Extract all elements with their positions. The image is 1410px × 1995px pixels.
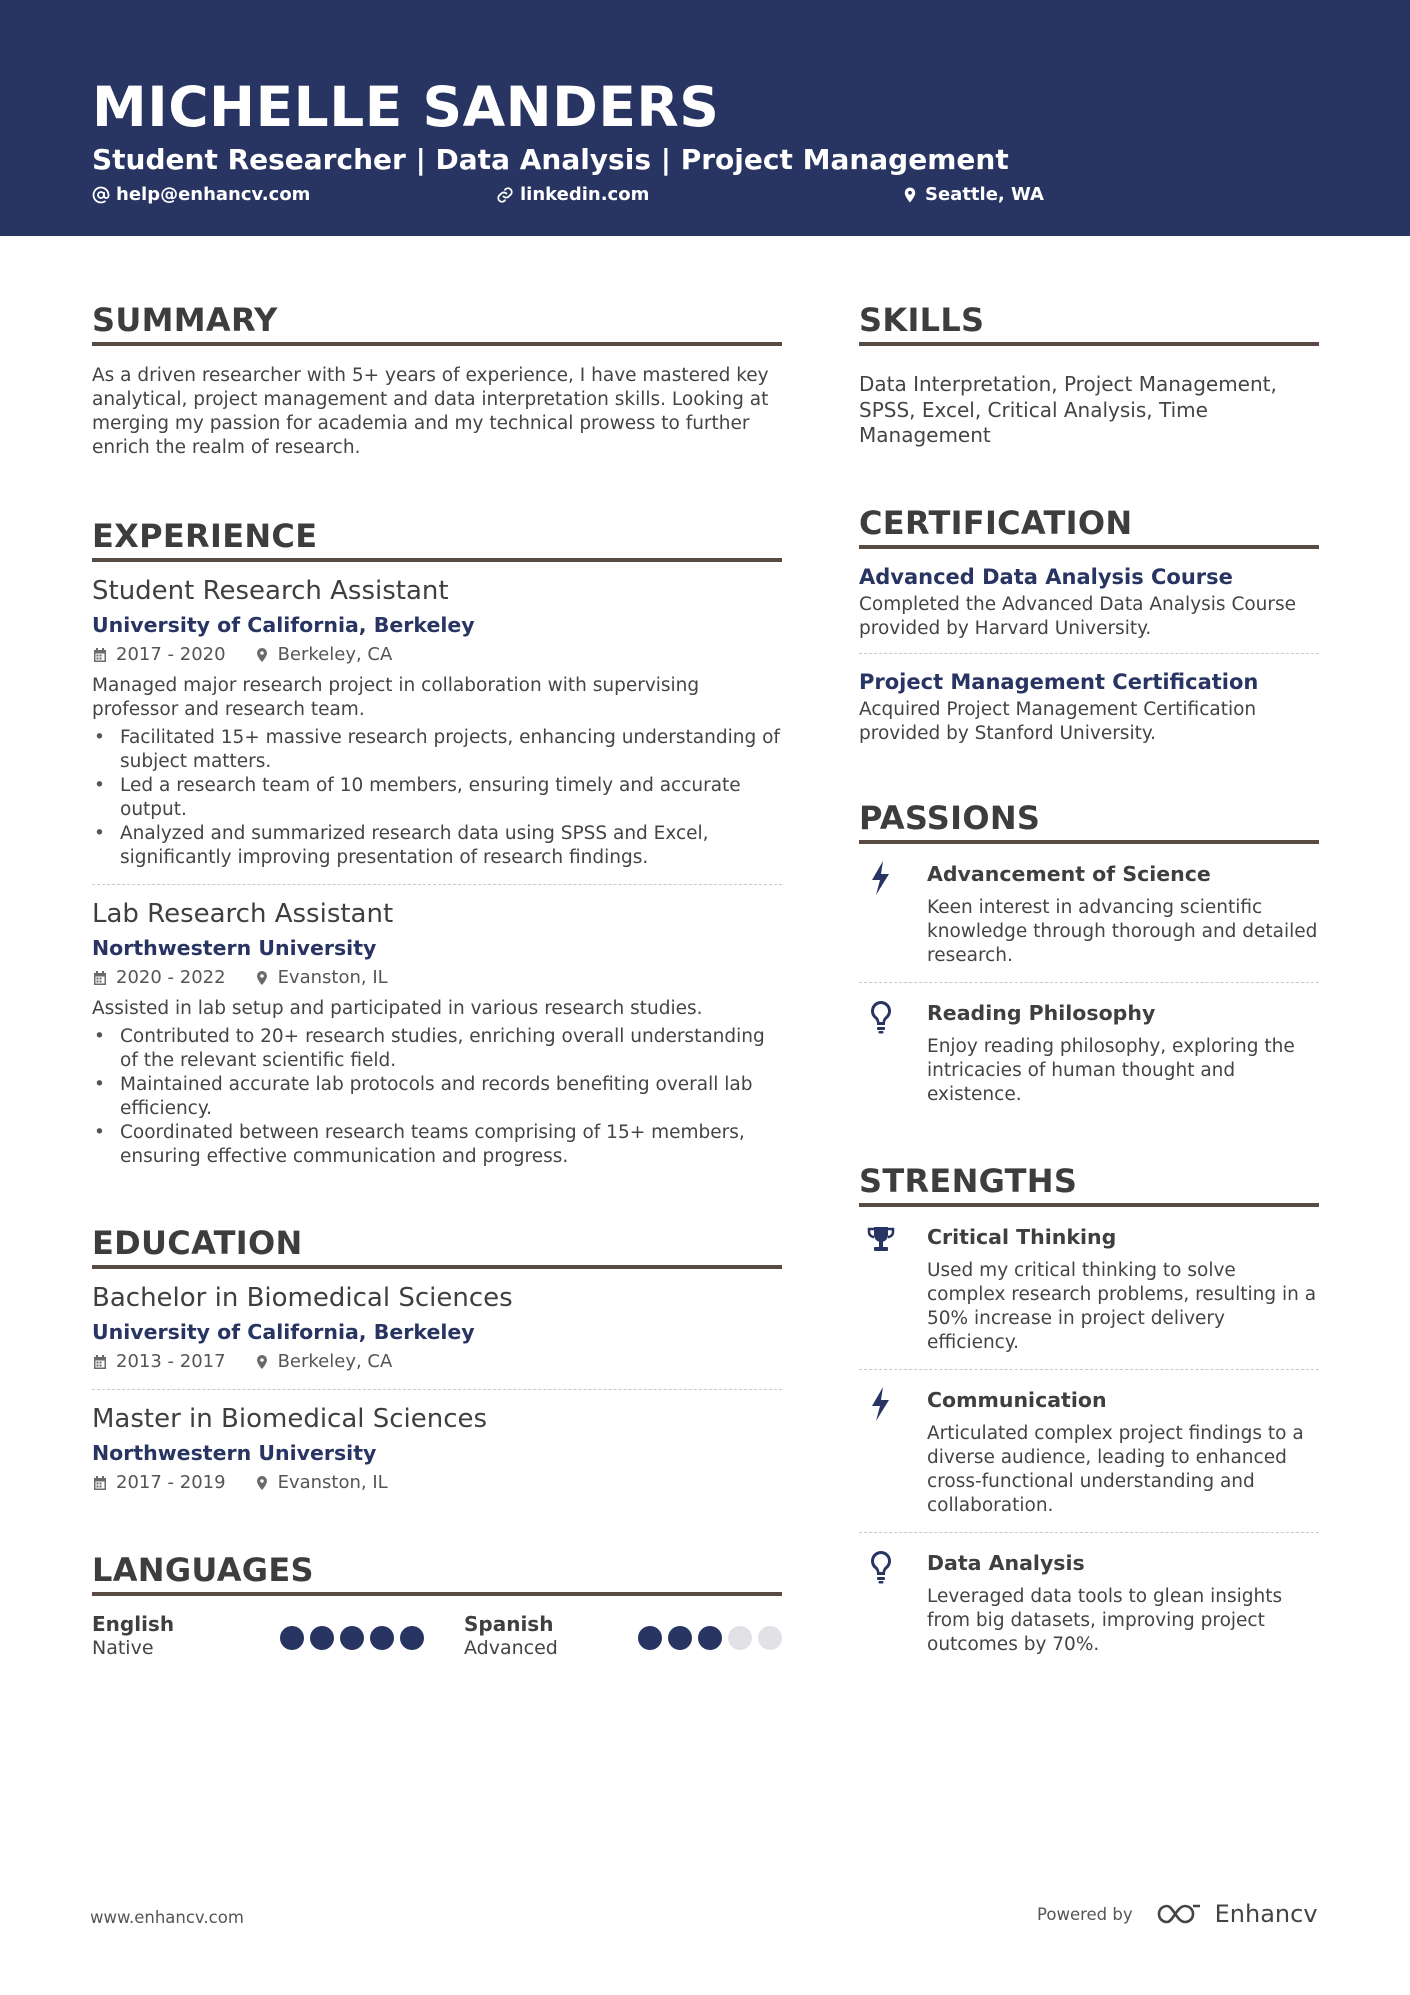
- entry-location-text: Berkeley, CA: [277, 1351, 393, 1372]
- passion-title: Advancement of Science: [927, 861, 1211, 886]
- strength-title: Communication: [927, 1387, 1107, 1412]
- entry-dates: 2020 - 2022: [116, 967, 226, 988]
- rating-dot-filled: [340, 1626, 364, 1650]
- strength-description: Leveraged data tools to glean insights from big datasets, improving project outcomes by 70%.: [927, 1585, 1283, 1655]
- candidate-name: MICHELLE SANDERS: [92, 75, 720, 139]
- rating-dot-filled: [280, 1626, 304, 1650]
- footer-website-link[interactable]: www.enhancv.com: [90, 1908, 244, 1927]
- strength-entry: [859, 1207, 1319, 1370]
- rating-dot-empty: [758, 1626, 782, 1650]
- entry-location-text: Evanston, IL: [277, 967, 388, 988]
- degree-title: Bachelor in Biomedical Sciences: [92, 1283, 513, 1313]
- language-item: [92, 1612, 464, 1660]
- experience-entry: [92, 562, 782, 885]
- strength-entry: [859, 1370, 1319, 1533]
- section-title: EXPERIENCE: [92, 516, 782, 562]
- brand-logo[interactable]: [1155, 1900, 1318, 1928]
- job-title: Student Research Assistant: [92, 576, 449, 606]
- location-pin-icon: [254, 1475, 270, 1491]
- location-pin-icon: [254, 1354, 270, 1370]
- section-title: EDUCATION: [92, 1223, 782, 1269]
- passion-title: Reading Philosophy: [927, 1000, 1156, 1025]
- certification-entry: [859, 654, 1319, 758]
- achievement-item: • Contributed to 20+ research studies, enriching overall understanding of the relevant scientific field.: [92, 1025, 782, 1073]
- summary-text: As a driven researcher with 5+ years of experience, I have mastered key analytical, project management and data interpretation skills. Looking at merging my passion for academia and my technical prowess to further enrich the realm of research.: [92, 365, 769, 458]
- link-icon: [496, 186, 514, 204]
- education-entry: [92, 1269, 782, 1390]
- institution: Northwestern University: [92, 1441, 377, 1465]
- candidate-headline: Student Researcher | Data Analysis | Project Management: [92, 143, 1009, 176]
- language-item: [464, 1612, 782, 1660]
- calendar-icon: [92, 1354, 108, 1370]
- calendar-icon: [92, 647, 108, 663]
- rating-dot-empty: [728, 1626, 752, 1650]
- location-pin-icon: [254, 970, 270, 986]
- contact-location: [901, 182, 1044, 208]
- certification-title: Advanced Data Analysis Course: [859, 564, 1233, 589]
- strength-title: Data Analysis: [927, 1550, 1085, 1575]
- rating-dot-filled: [698, 1626, 722, 1650]
- section-title: SKILLS: [859, 300, 1319, 346]
- powered-by-label: Powered by: [1037, 1904, 1133, 1924]
- entry-meta: [92, 642, 782, 668]
- language-level: Native: [92, 1637, 154, 1659]
- summary-section: [92, 300, 782, 460]
- passion-description: Enjoy reading philosophy, exploring the intricacies of human thought and existence.: [927, 1035, 1295, 1105]
- language-rating: [638, 1626, 782, 1650]
- contact-location-text: Seattle, WA: [925, 184, 1044, 205]
- experience-section: [92, 516, 782, 1183]
- section-title: STRENGTHS: [859, 1161, 1319, 1207]
- calendar-icon: [92, 1475, 108, 1491]
- entry-meta: [92, 1349, 782, 1375]
- entry-location-text: Berkeley, CA: [277, 644, 393, 665]
- skills-list: Data Interpretation, Project Management, SPSS, Excel, Critical Analysis, Time Management: [859, 372, 1277, 447]
- entry-location: [254, 1470, 388, 1496]
- contact-linkedin[interactable]: [496, 182, 649, 208]
- rating-dot-filled: [370, 1626, 394, 1650]
- trophy-icon: [867, 1223, 895, 1259]
- passion-entry: [859, 844, 1319, 983]
- achievement-list: [92, 726, 782, 870]
- contact-linkedin-text: linkedin.com: [520, 184, 650, 205]
- lightning-bolt-icon: [867, 1386, 895, 1422]
- right-column: [859, 300, 1319, 1711]
- entry-dates: 2013 - 2017: [116, 1351, 226, 1372]
- language-level: Advanced: [464, 1637, 558, 1659]
- degree-title: Master in Biomedical Sciences: [92, 1404, 488, 1434]
- certification-description: Completed the Advanced Data Analysis Course provided by Harvard University.: [859, 593, 1297, 639]
- job-title: Lab Research Assistant: [92, 899, 394, 929]
- skills-section: [859, 300, 1319, 449]
- rating-dot-filled: [638, 1626, 662, 1650]
- contact-email[interactable]: [92, 182, 310, 208]
- achievement-list: [92, 1025, 782, 1169]
- entry-location-text: Evanston, IL: [277, 1472, 388, 1493]
- passions-section: [859, 798, 1319, 1121]
- language-rating: [280, 1626, 464, 1650]
- certification-description: Acquired Project Management Certification provided by Stanford University.: [859, 698, 1257, 744]
- achievement-item: • Coordinated between research teams comprising of 15+ members, ensuring effective communication and progress.: [92, 1121, 782, 1169]
- lightning-bolt-icon: [867, 860, 895, 896]
- section-title: SUMMARY: [92, 300, 782, 346]
- passion-entry: [859, 983, 1319, 1121]
- achievement-item: • Maintained accurate lab protocols and records benefiting overall lab efficiency.: [92, 1073, 782, 1121]
- language-name: Spanish: [464, 1612, 554, 1636]
- lightbulb-icon: [867, 999, 895, 1035]
- rating-dot-filled: [310, 1626, 334, 1650]
- certification-title: Project Management Certification: [859, 669, 1259, 694]
- entry-dates: 2017 - 2019: [116, 1472, 226, 1493]
- section-title: LANGUAGES: [92, 1550, 782, 1596]
- institution: University of California, Berkeley: [92, 1320, 475, 1344]
- achievement-item: • Facilitated 15+ massive research projects, enhancing understanding of subject matters.: [92, 726, 782, 774]
- location-pin-icon: [254, 647, 270, 663]
- left-column: [92, 300, 782, 1700]
- language-name: English: [92, 1612, 175, 1636]
- certification-entry: [859, 549, 1319, 654]
- entry-location: [254, 965, 388, 991]
- certification-section: [859, 503, 1319, 758]
- rating-dot-filled: [668, 1626, 692, 1650]
- footer-branding: [1037, 1900, 1318, 1928]
- strengths-section: [859, 1161, 1319, 1671]
- achievement-item: • Analyzed and summarized research data using SPSS and Excel, significantly improving presentation of research findings.: [92, 822, 782, 870]
- experience-entry: [92, 885, 782, 1183]
- calendar-icon: [92, 970, 108, 986]
- rating-dot-filled: [400, 1626, 424, 1650]
- job-description: Managed major research project in collaboration with supervising professor and research team.: [92, 675, 700, 720]
- strength-entry: [859, 1533, 1319, 1671]
- entry-meta: [92, 965, 782, 991]
- job-description: Assisted in lab setup and participated in various research studies.: [92, 998, 703, 1019]
- employer: Northwestern University: [92, 936, 377, 960]
- contact-email-text: help@enhancv.com: [116, 184, 311, 205]
- brand-name: Enhancv: [1214, 1900, 1318, 1928]
- entry-dates: 2017 - 2020: [116, 644, 226, 665]
- enhancv-logo-icon: [1155, 1901, 1203, 1927]
- achievement-item: • Led a research team of 10 members, ensuring timely and accurate output.: [92, 774, 782, 822]
- entry-location: [254, 1349, 393, 1375]
- strength-description: Used my critical thinking to solve complex research problems, resulting in a 50% increase in project delivery efficiency.: [927, 1259, 1317, 1353]
- lightbulb-icon: [867, 1549, 895, 1585]
- entry-meta: [92, 1470, 782, 1496]
- location-pin-icon: [901, 186, 919, 204]
- strength-description: Articulated complex project findings to a diverse audience, leading to enhanced cross-functional understanding and collaboration.: [927, 1422, 1304, 1516]
- language-list: [92, 1612, 782, 1660]
- resume-header: [0, 0, 1410, 236]
- education-section: [92, 1223, 782, 1510]
- employer: University of California, Berkeley: [92, 613, 475, 637]
- entry-location: [254, 642, 393, 668]
- education-entry: [92, 1390, 782, 1510]
- strength-title: Critical Thinking: [927, 1224, 1117, 1249]
- passion-description: Keen interest in advancing scientific knowledge through thorough and detailed research.: [927, 896, 1318, 966]
- section-title: PASSIONS: [859, 798, 1319, 844]
- section-title: CERTIFICATION: [859, 503, 1319, 549]
- at-icon: [92, 186, 110, 204]
- languages-section: [92, 1550, 782, 1660]
